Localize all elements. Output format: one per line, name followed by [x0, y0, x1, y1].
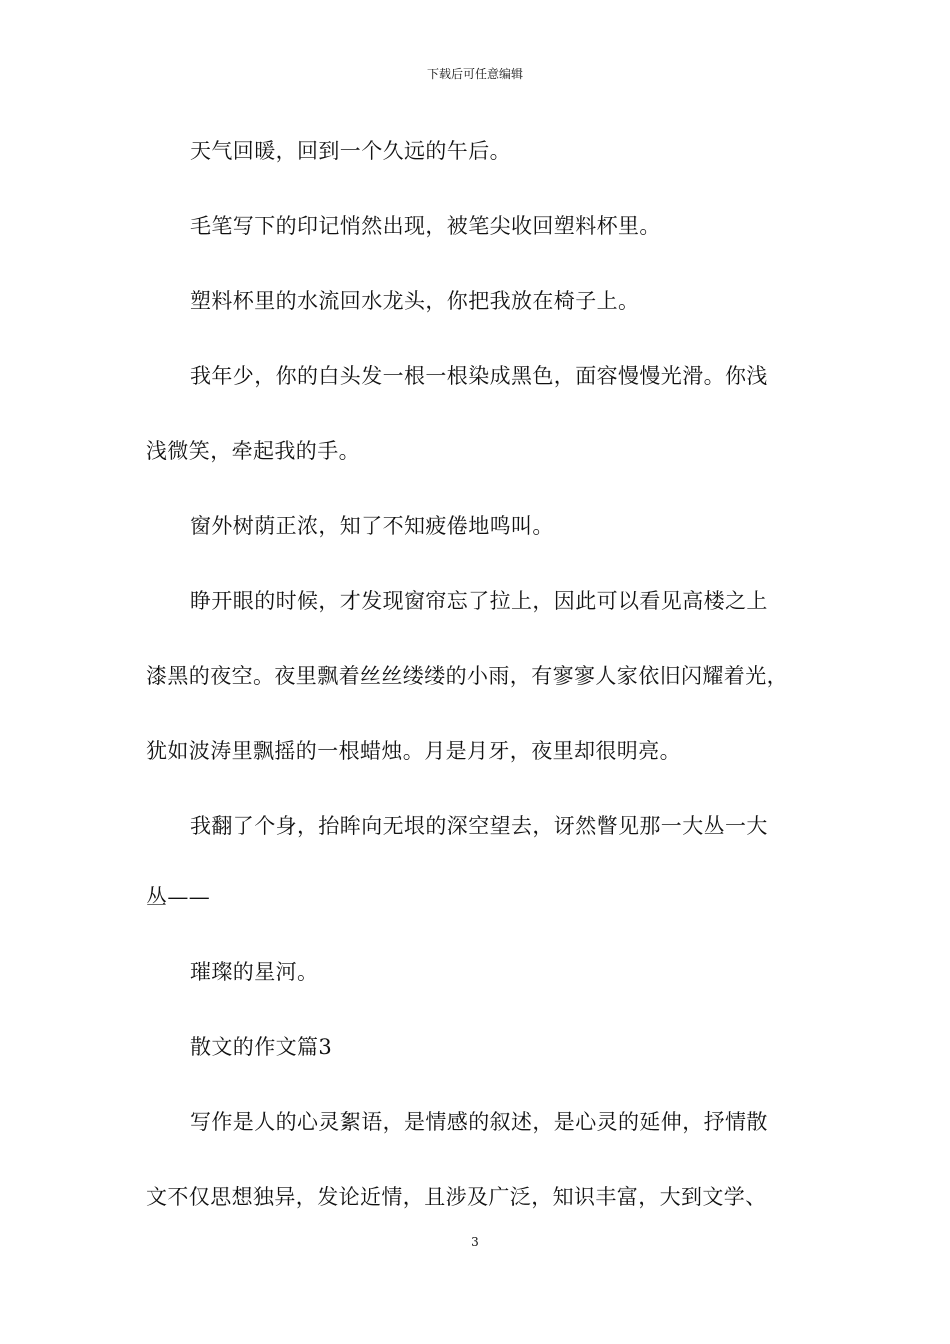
paragraph-line: 我翻了个身，抬眸向无垠的深空望去，讶然瞥见那一大丛一大 — [190, 814, 768, 838]
paragraph-line: 毛笔写下的印记悄然出现，被笔尖收回塑料杯里。 — [190, 214, 661, 238]
paragraph-line: 璀璨的星河。 — [190, 960, 319, 984]
paragraph-line: 丛—— — [146, 885, 211, 909]
paragraph-line: 天气回暖，回到一个久远的午后。 — [190, 139, 511, 163]
paragraph-line: 犹如波涛里飘摇的一根蜡烛。月是月牙，夜里却很明亮。 — [146, 739, 681, 763]
paragraph-line: 睁开眼的时候，才发现窗帘忘了拉上，因此可以看见高楼之上 — [190, 589, 768, 613]
paragraph-line: 漆黑的夜空。夜里飘着丝丝缕缕的小雨，有寥寥人家依旧闪耀着光， — [146, 664, 788, 688]
page-number: 3 — [471, 1235, 479, 1249]
paragraph-line: 塑料杯里的水流回水龙头，你把我放在椅子上。 — [190, 289, 640, 313]
page-header: 下载后可任意编辑 — [426, 67, 523, 81]
paragraph-line: 文不仅思想独异，发论近情，且涉及广泛，知识丰富，大到文学、 — [146, 1185, 767, 1209]
paragraph-line: 写作是人的心灵絮语，是情感的叙述，是心灵的延伸，抒情散 — [190, 1110, 768, 1134]
paragraph-line: 窗外树荫正浓，知了不知疲倦地鸣叫。 — [190, 514, 554, 538]
paragraph-line: 浅微笑，牵起我的手。 — [146, 439, 360, 463]
section-heading: 散文的作文篇3 — [190, 1035, 333, 1059]
paragraph-line: 我年少，你的白头发一根一根染成黑色，面容慢慢光滑。你浅 — [190, 364, 768, 388]
